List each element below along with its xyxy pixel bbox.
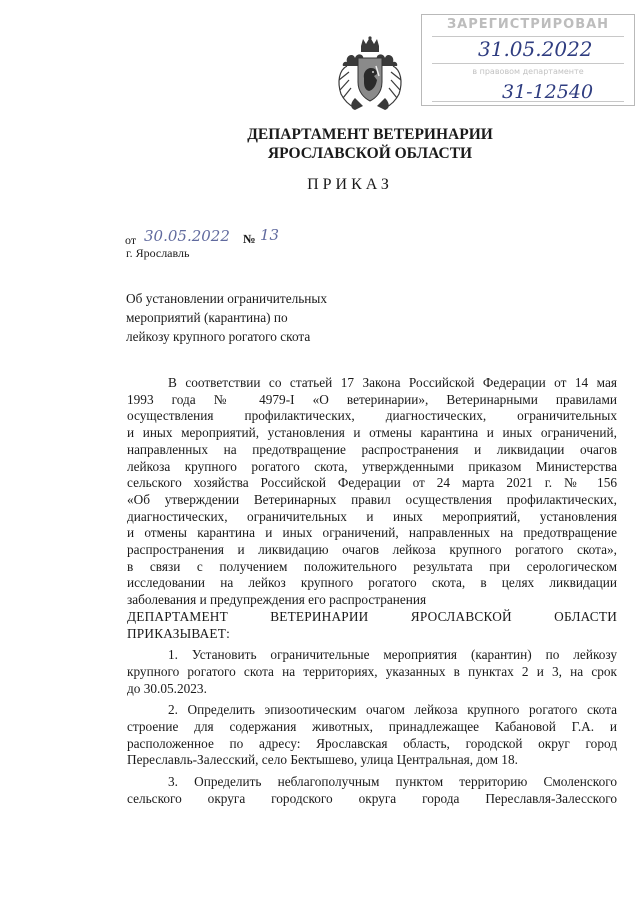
date-prefix: от — [125, 233, 137, 247]
registration-stamp — [421, 14, 635, 106]
order-body — [127, 375, 617, 808]
preamble-paragraph — [127, 375, 617, 609]
text-line: сельского округа городского округа города Переславля-Залесского — [127, 790, 617, 806]
city-name: г. Ярославль — [126, 246, 190, 260]
text-line: Переславль-Залесский, село Бектышево, улица Центральная, дом 18. — [127, 752, 518, 768]
stamp-number-handwritten: 31-12540 — [502, 81, 594, 103]
text-line: 1993 года № 4979-I «О ветеринарии», Ветеринарными правилами — [127, 391, 617, 407]
text-line: крупного рогатого скота на территориях, указанных в пунктах 2 и 3, на срок — [127, 663, 617, 679]
text-line: строение для содержания животных, принадлежащее Кабановой Г.А. и — [127, 719, 617, 735]
subject-line: Об установлении ограничительных — [126, 291, 327, 306]
text-line: «Об утверждении Ветеринарных правил осуществления профилактических, — [127, 491, 617, 507]
stamp-divider — [432, 63, 624, 64]
number-prefix: № — [243, 232, 256, 246]
subject-line: мероприятий (карантина) по — [126, 310, 288, 325]
coat-of-arms-emblem — [333, 36, 407, 116]
text-line: сельского хозяйства Российской Федерации от 24 марта 2021 г. № 156 — [127, 475, 617, 491]
text-line: исследовании на лейкоз крупного рогатого скота, в целях ликвидации — [127, 575, 617, 591]
text-line: до 30.05.2023. — [127, 680, 207, 696]
order-item-3 — [127, 774, 617, 807]
subject-line: лейкозу крупного рогатого скота — [126, 329, 311, 344]
text-line: ПРИКАЗЫВАЕТ: — [127, 625, 230, 641]
text-line: ДЕПАРТАМЕНТ ВЕТЕРИНАРИИ ЯРОСЛАВСКОЙ ОБЛАСТИ — [127, 608, 617, 624]
department-name-line1: ДЕПАРТАМЕНТ ВЕТЕРИНАРИИ — [247, 126, 493, 143]
order-item-1 — [127, 647, 617, 697]
text-line: 1. Установить ограничительные мероприятия (карантин) по лейкозу — [168, 647, 617, 663]
order-number-handwritten: 13 — [260, 226, 280, 244]
text-line: 2. Определить эпизоотическим очагом лейкоза крупного рогатого скота — [168, 702, 617, 718]
stamp-caption: в правовом департаменте — [472, 67, 584, 76]
text-line: направленных на предотвращение распространения и ликвидации очагов — [127, 441, 617, 457]
order-subject — [126, 289, 327, 346]
document-type-title: ПРИКАЗ — [307, 176, 393, 193]
text-line: 3. Определить неблагополучным пунктом территорию Смоленского — [168, 774, 617, 790]
department-name-line2: ЯРОСЛАВСКОЙ ОБЛАСТИ — [267, 145, 473, 162]
order-date-handwritten: 30.05.2022 — [144, 227, 230, 245]
text-line: и отмены карантина и иных ограничений, направленных на предотвращение — [127, 525, 617, 541]
order-item-2 — [127, 702, 617, 769]
text-line: лейкоза крупного рогатого скота, утвержденными приказом Министерства — [127, 458, 617, 474]
text-line: осуществления профилактических, диагностических, ограничительных — [127, 408, 617, 424]
text-line: в связи с получением положительного результата при серологическом — [127, 558, 617, 574]
stamp-title: ЗАРЕГИСТРИРОВАН — [446, 17, 610, 32]
text-line: расположенное по адресу: Ярославская область, городской округ город — [127, 735, 617, 751]
text-line: диагностических, ограничительных и иных мероприятий, установления — [127, 508, 617, 524]
text-line: В соответствии со статьей 17 Закона Российской Федерации от 14 мая — [168, 375, 617, 390]
stamp-date-handwritten: 31.05.2022 — [478, 37, 593, 61]
text-line: распространения и ликвидацию очагов лейкоза крупного рогатого скота», — [127, 542, 617, 558]
text-line: и иных мероприятий, установления и отмены карантина и иных ограничений, — [127, 425, 617, 441]
ordering-clause — [127, 609, 617, 642]
text-line: заболевания и предупреждения его распространения — [127, 592, 427, 608]
